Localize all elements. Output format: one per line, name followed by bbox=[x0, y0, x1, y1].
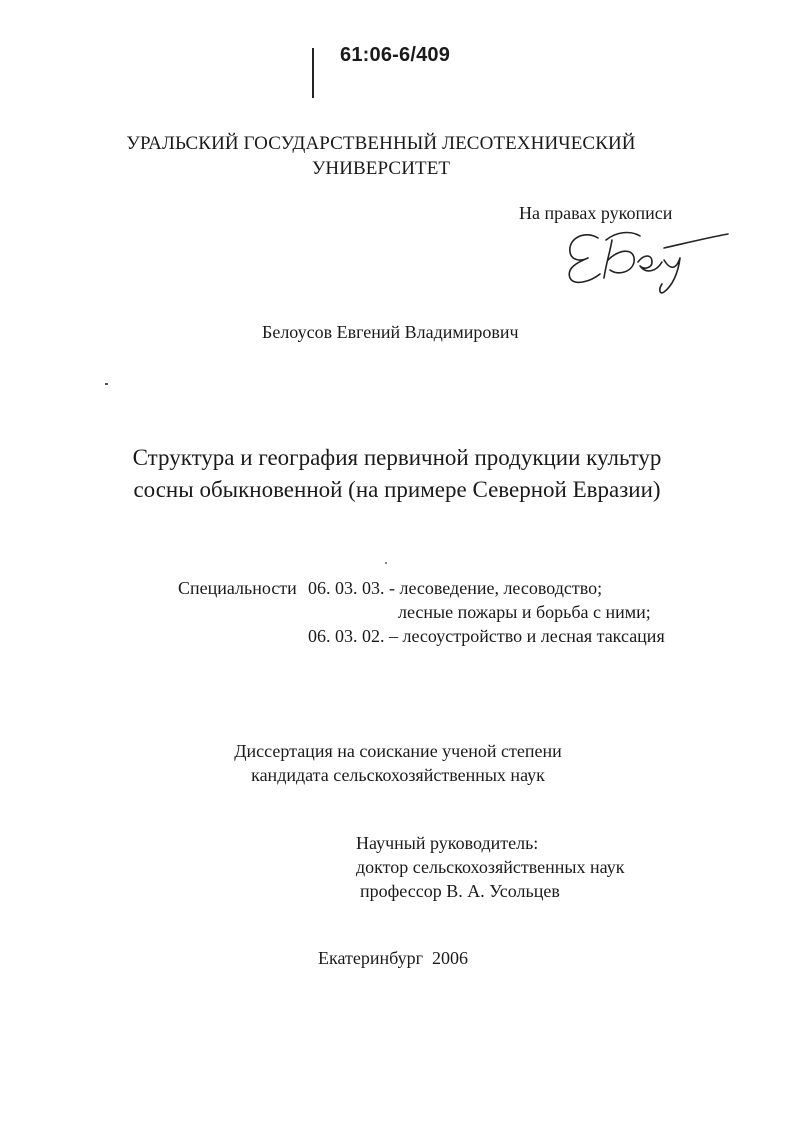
specialty-line3: 06. 03. 02. – лесоустройство и лесная таксация bbox=[308, 626, 665, 646]
university-name-line1: УРАЛЬСКИЙ ГОСУДАРСТВЕННЫЙ ЛЕСОТЕХНИЧЕСКИЙ bbox=[126, 133, 636, 154]
specialties-label: Специальности bbox=[178, 578, 297, 598]
manuscript-rights: На правах рукописи bbox=[519, 203, 673, 223]
dissertation-line1: Диссертация на соискание ученой степени bbox=[234, 741, 562, 761]
dissertation-line2: кандидата сельскохозяйственных наук bbox=[251, 765, 545, 785]
author-name: Белоусов Евгений Владимирович bbox=[262, 322, 519, 342]
thesis-title-line2: сосны обыкновенной (на примере Северной Евразии) bbox=[133, 477, 661, 502]
thesis-title-line1: Структура и география первичной продукции культур bbox=[132, 445, 662, 470]
city-year: Екатеринбург 2006 bbox=[318, 948, 468, 968]
supervisor-name: профессор В. А. Усольцев bbox=[360, 881, 560, 901]
supervisor-degree: доктор сельскохозяйственных наук bbox=[356, 857, 625, 877]
author-signature bbox=[560, 218, 730, 298]
specialty-line1: 06. 03. 03. - лесоведение, лесоводство; bbox=[308, 578, 603, 598]
scan-speck bbox=[105, 383, 108, 385]
archive-stamp: 61:06-6/409 bbox=[340, 44, 451, 66]
supervisor-label: Научный руководитель: bbox=[356, 833, 539, 853]
stamp-margin-line bbox=[312, 48, 314, 98]
university-name-line2: УНИВЕРСИТЕТ bbox=[311, 158, 451, 179]
specialty-line2: лесные пожары и борьба с ними; bbox=[398, 602, 651, 622]
scan-speck bbox=[385, 562, 387, 564]
